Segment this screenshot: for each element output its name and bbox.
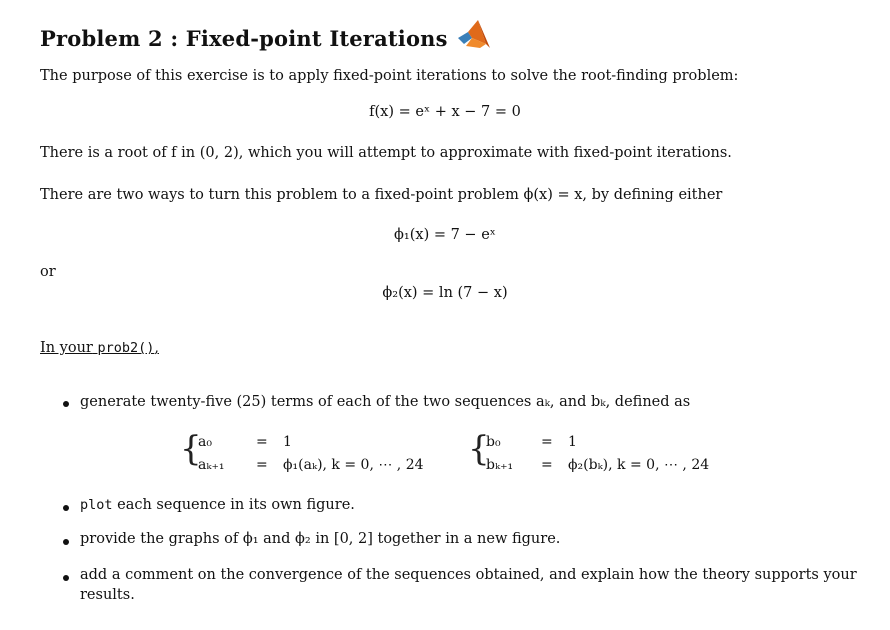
sys-a-row2-rhs: ϕ₁(aₖ), k = 0, ⋯ , 24 bbox=[283, 457, 424, 473]
sys-a-row1-eq: = bbox=[256, 434, 268, 450]
intro-paragraph: The purpose of this exercise is to apply fixed-point iterations to solve the root-finding problem: bbox=[40, 68, 739, 84]
bullet-dot bbox=[63, 505, 69, 511]
plot-code: plot bbox=[80, 497, 113, 513]
bullet-graphs: provide the graphs of ϕ₁ and ϕ₂ in [0, 2] together in a new figure. bbox=[80, 531, 561, 547]
bullet-dot bbox=[63, 575, 69, 581]
in-your-text: In your bbox=[40, 340, 93, 356]
plot-rest: each sequence in its own figure. bbox=[112, 497, 355, 513]
brace-b: { bbox=[468, 429, 490, 469]
sys-b-row2-rhs: ϕ₂(bₖ), k = 0, ⋯ , 24 bbox=[568, 457, 710, 473]
two-ways-paragraph: There are two ways to turn this problem to a fixed-point problem ϕ(x) = x, by defining either bbox=[40, 187, 723, 203]
sys-b-row1-rhs: 1 bbox=[568, 434, 577, 450]
page-title: Problem 2 : Fixed-point Iterations bbox=[40, 26, 448, 51]
sys-b-row2-eq: = bbox=[541, 457, 553, 473]
comma: , bbox=[154, 340, 159, 356]
bullet-comment-line1: add a comment on the convergence of the sequences obtained, and explain how the theory supports your bbox=[80, 567, 857, 583]
equation-f: f(x) = eˣ + x − 7 = 0 bbox=[369, 104, 521, 120]
brace-a: { bbox=[180, 429, 202, 469]
root-paragraph: There is a root of f in (0, 2), which you will attempt to approximate with fixed-point iterations. bbox=[40, 145, 732, 161]
prob2-function-name: prob2() bbox=[97, 340, 155, 356]
in-your-line bbox=[40, 340, 159, 356]
sys-a-row1-rhs: 1 bbox=[283, 434, 292, 450]
bullet-dot bbox=[63, 539, 69, 545]
bullet-generate: generate twenty-five (25) terms of each of the two sequences aₖ, and bₖ, defined as bbox=[80, 394, 691, 410]
bullet-plot bbox=[80, 497, 355, 513]
sys-a-row2-eq: = bbox=[256, 457, 268, 473]
bullet-dot bbox=[63, 401, 69, 407]
matlab-logo-icon bbox=[456, 18, 492, 52]
or-text: or bbox=[40, 264, 56, 280]
sys-a-row1-lhs: a₀ bbox=[198, 434, 212, 450]
sys-a-row2-lhs: aₖ₊₁ bbox=[198, 457, 225, 473]
bullet-comment-line2: results. bbox=[80, 587, 135, 603]
sys-b-row2-lhs: bₖ₊₁ bbox=[486, 457, 514, 473]
sys-b-row1-eq: = bbox=[541, 434, 553, 450]
phi2-definition: ϕ₂(x) = ln (7 − x) bbox=[382, 285, 508, 301]
phi1-definition: ϕ₁(x) = 7 − eˣ bbox=[394, 227, 496, 243]
sys-b-row1-lhs: b₀ bbox=[486, 434, 501, 450]
